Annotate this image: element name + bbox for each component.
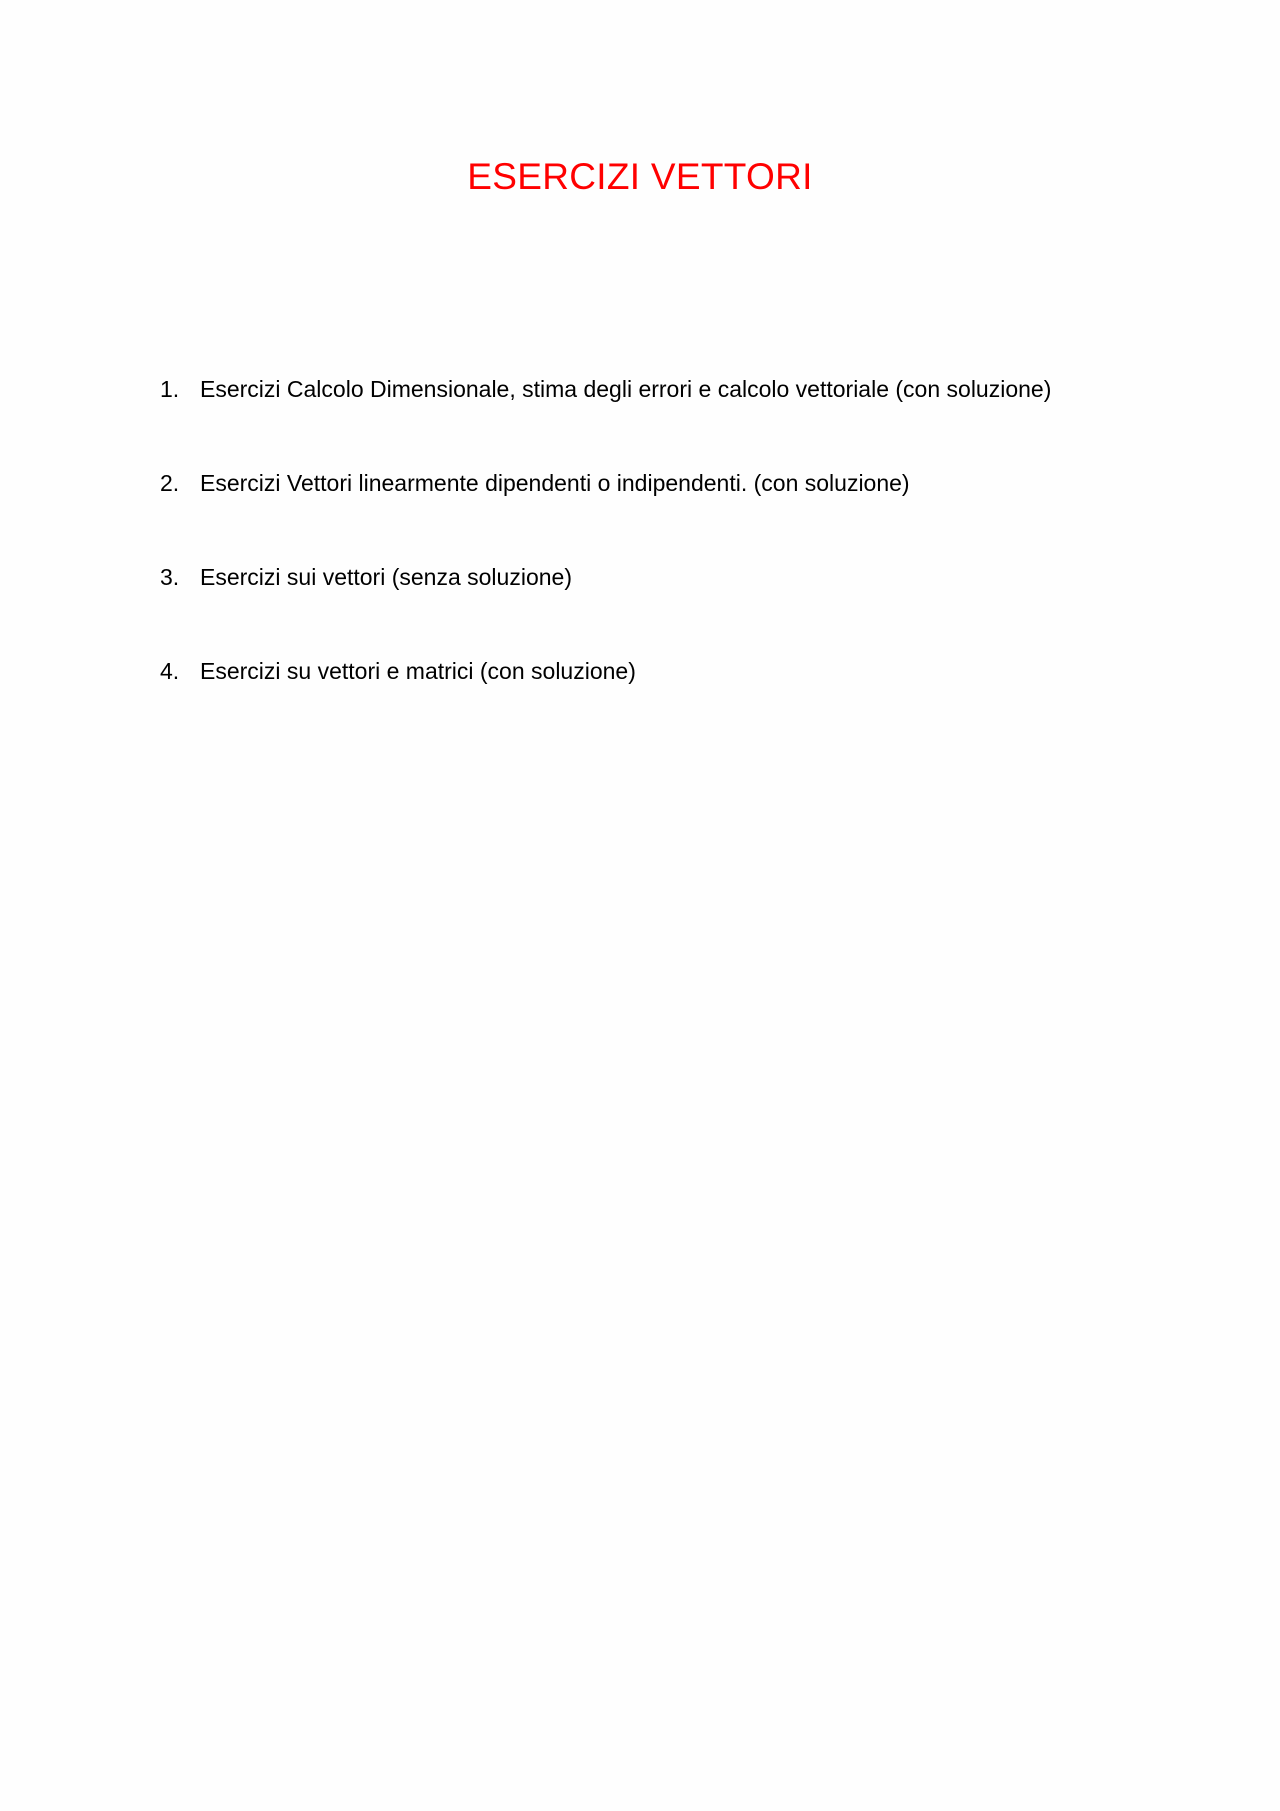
list-item-number: 2. bbox=[160, 470, 180, 496]
page-title: ESERCIZI VETTORI bbox=[467, 156, 813, 197]
list-item-number: 1. bbox=[160, 376, 180, 402]
list-item bbox=[160, 376, 1160, 403]
list-item-number: 4. bbox=[160, 658, 180, 684]
list-item-text: Esercizi su vettori e matrici (con soluzione) bbox=[200, 658, 636, 684]
list-item bbox=[160, 564, 1160, 591]
list-item bbox=[160, 470, 1160, 497]
list-item-text: Esercizi Vettori linearmente dipendenti o indipendenti. (con soluzione) bbox=[200, 470, 910, 496]
list-item-text: Esercizi sui vettori (senza soluzione) bbox=[200, 564, 572, 590]
list-item bbox=[160, 658, 1160, 685]
list-item-number: 3. bbox=[160, 564, 180, 590]
list-item-text: Esercizi Calcolo Dimensionale, stima degli errori e calcolo vettoriale (con soluzione) bbox=[200, 376, 1052, 402]
